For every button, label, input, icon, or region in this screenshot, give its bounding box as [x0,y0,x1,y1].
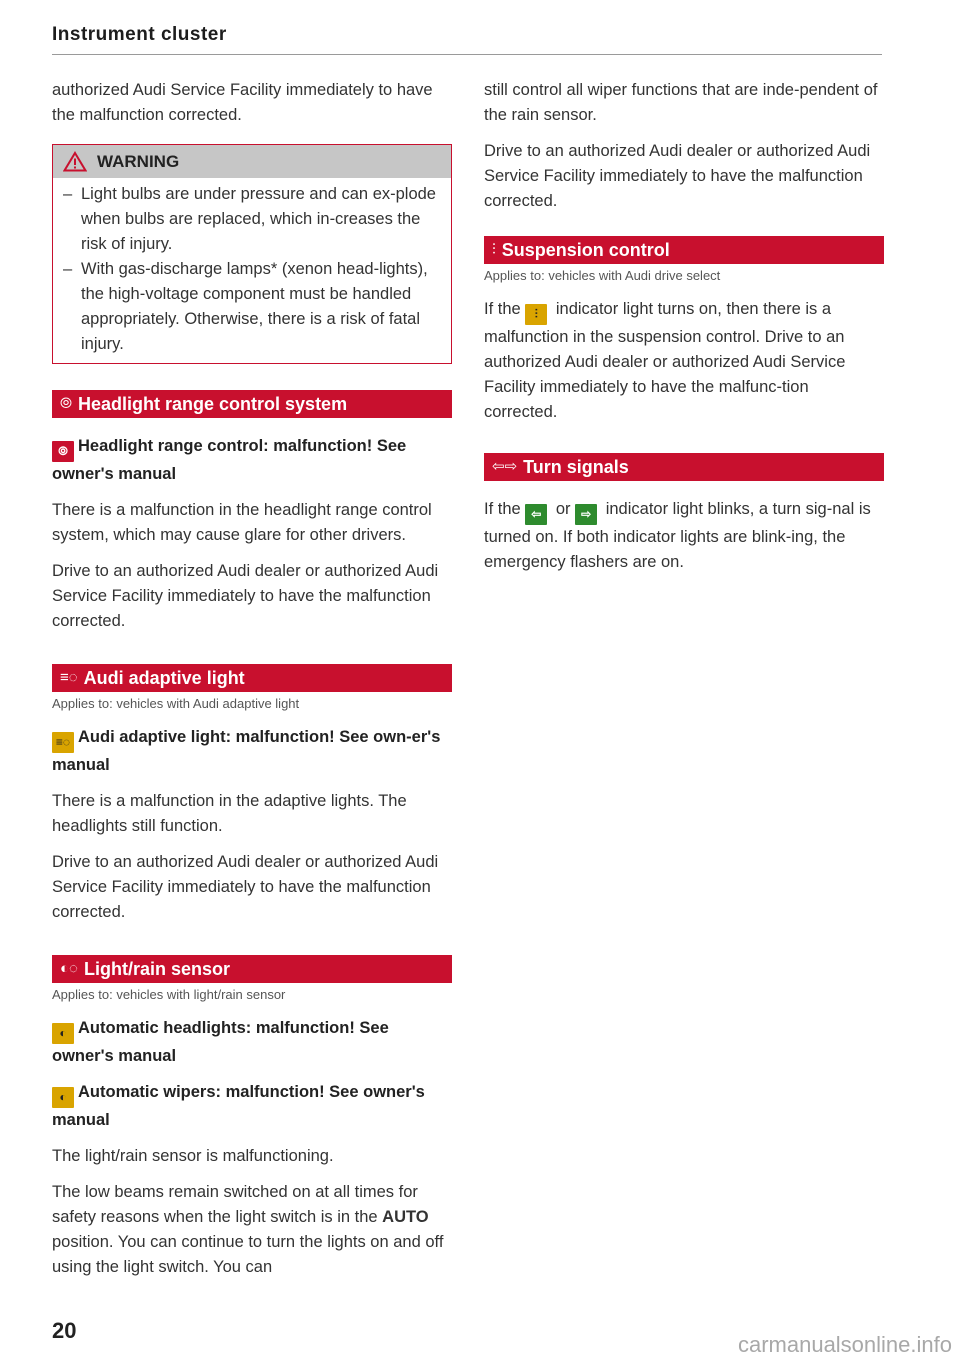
section-header-adaptive-light: ≡◌ Audi adaptive light [52,664,452,692]
paragraph: The light/rain sensor is malfunctioning. [52,1147,334,1165]
warning-title: WARNING [97,151,180,171]
paragraph: There is a malfunction in the headlight range control system, which may cause glare for other drivers. [52,501,432,544]
message-adaptive-light: ≡◌ Audi adaptive light: malfunction! See own-er's manual [52,728,441,774]
warning-header [53,145,451,178]
light-rain-sensor-indicator-icon: ◐ [52,1023,74,1044]
suspension-icon: ⫶ [492,241,496,258]
adaptive-light-icon: ≡◌ [60,669,78,686]
headlight-range-indicator-icon: ⦾ [52,441,74,462]
section-header-light-rain-sensor: ◐◌ Light/rain sensor [52,955,452,983]
paragraph: Drive to an authorized Audi dealer or authorized Audi Service Facility immediately to have the malfunction corrected. [484,142,871,210]
section-header-suspension: ⫶ Suspension control [484,236,884,264]
section-header-headlight-range: ⦾ Headlight range control system [52,390,452,418]
turn-right-indicator-icon: ⇨ [575,504,597,525]
message-automatic-headlights: ◐ Automatic headlights: malfunction! See owner's manual [52,1019,389,1065]
page-number: 20 [52,1318,77,1343]
paragraph: still control all wiper functions that are inde-pendent of the rain sensor. [484,81,878,124]
watermark: carmanualsonline.info [737,1332,952,1357]
applies-to: Applies to: vehicles with Audi adaptive light [52,696,300,711]
left-column [52,78,452,1291]
running-header: Instrument cluster [52,24,882,55]
paragraph: If the ⇦ or ⇨ indicator light blinks, a turn sig-nal is turned on. If both indicator lights are blink-ing, the emergency flashers are on. [484,500,871,571]
message-headlight-range: ⦾ Headlight range control: malfunction! See owner's manual [52,437,407,483]
suspension-indicator-icon: ⫶ [525,304,547,325]
paragraph: Drive to an authorized Audi dealer or authorized Audi Service Facility immediately to have the malfunction corrected. [52,853,439,921]
paragraph: Drive to an authorized Audi dealer or authorized Audi Service Facility immediately to have the malfunction corrected. [52,562,439,630]
light-rain-sensor-icon: ◐◌ [60,960,78,977]
paragraph: The low beams remain switched on at all times for safety reasons when the light switch is in the AUTO position. You can continue to turn the lights on and off using the light switch. You can [52,1183,444,1276]
warning-box [52,144,452,364]
paragraph: If the ⫶ indicator light turns on, then there is a malfunction in the suspension control. Drive to an authorized Audi dealer or authorized Audi Service Facility immediately to have the malfunc-tion corrected. [484,300,846,421]
adaptive-light-indicator-icon: ≡◌ [52,732,74,753]
paragraph: There is a malfunction in the adaptive lights. The headlights still function. [52,792,407,835]
warning-triangle-icon [63,151,87,172]
right-column [484,78,884,586]
section-header-turn-signals: ⇦⇨ Turn signals [484,453,884,481]
turn-signal-icon: ⇦⇨ [492,458,518,475]
headlight-range-icon: ⦾ [60,395,73,412]
turn-left-indicator-icon: ⇦ [525,504,547,525]
applies-to: Applies to: vehicles with Audi drive select [484,268,721,283]
light-rain-sensor-indicator-icon: ◐ [52,1087,74,1108]
warning-item: – With gas-discharge lamps* (xenon head-lights), the high-voltage component must be handled appropriately. Otherwise, there is a risk of fatal injury. [63,260,428,353]
warning-item: – Light bulbs are under pressure and can ex-plode when bulbs are replaced, which in-creases the risk of injury. [63,185,436,253]
message-automatic-wipers: ◐ Automatic wipers: malfunction! See owner's manual [52,1083,425,1129]
applies-to: Applies to: vehicles with light/rain sensor [52,987,286,1002]
intro-text: authorized Audi Service Facility immediately to have the malfunction corrected. [52,81,433,124]
